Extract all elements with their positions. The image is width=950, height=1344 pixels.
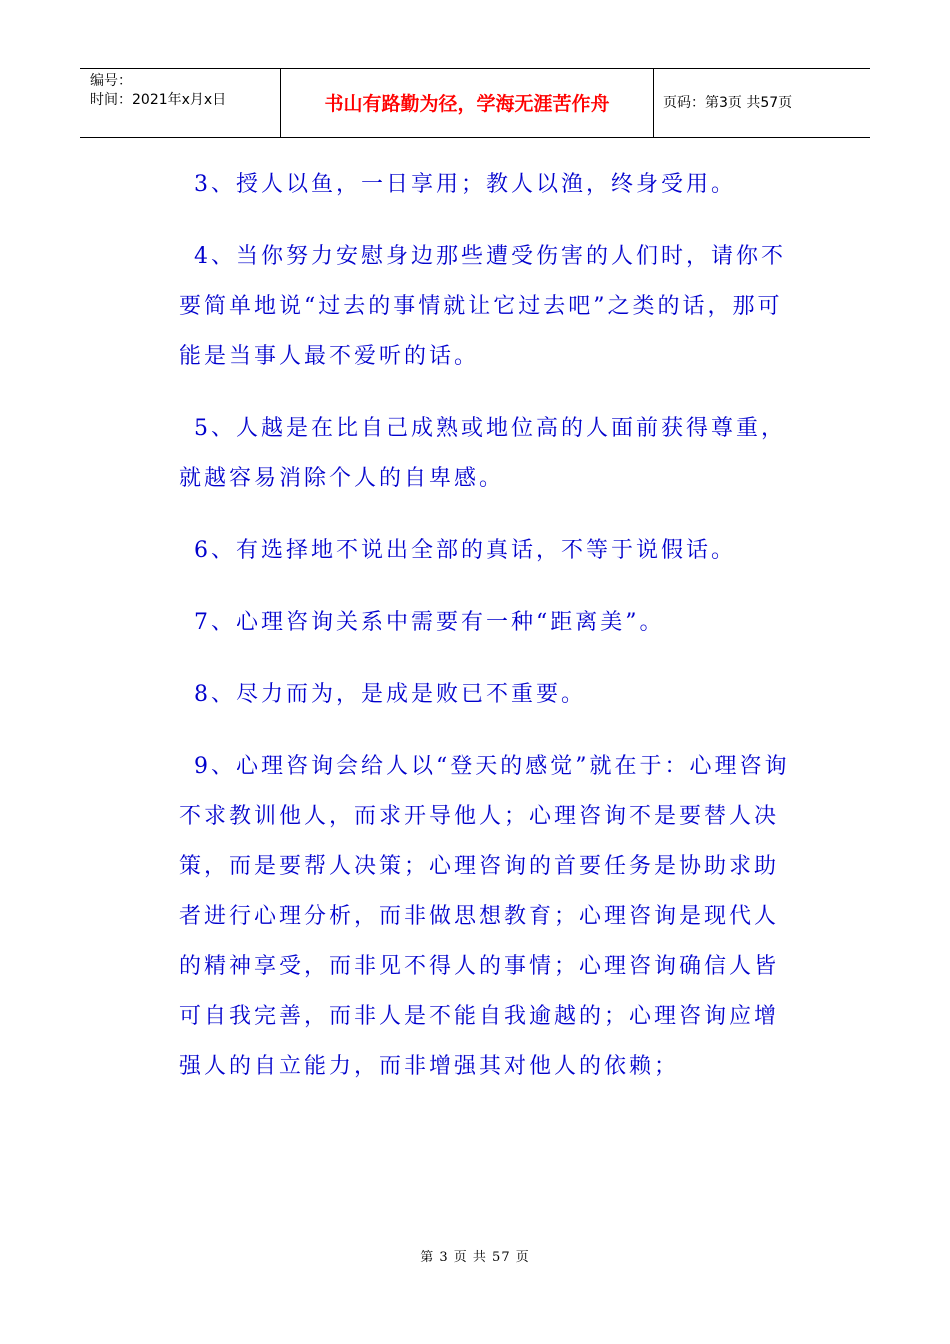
- paragraph-3: 3、授人以鱼，一日享用；教人以渔，终身受用。: [194, 172, 736, 197]
- paragraph-6: 6、有选择地不说出全部的真话，不等于说假话。: [194, 538, 736, 563]
- document-date: 时间：2021年x月x日: [90, 92, 227, 108]
- header-motto-cell: [280, 69, 654, 137]
- document-body: [179, 160, 799, 1114]
- paragraph-7: 7、心理咨询关系中需要有一种“距离美”。: [194, 610, 665, 635]
- paragraph-4: 4、当你努力安慰身边那些遭受伤害的人们时，请你不要简单地说“过去的事情就让它过去吧”之类的话，那可能是当事人最不爱听的话。: [179, 244, 786, 369]
- paragraph-5: 5、人越是在比自己成熟或地位高的人面前获得尊重，就越容易消除个人的自卑感。: [179, 416, 786, 491]
- paragraph-8: 8、尽力而为，是成是败已不重要。: [194, 682, 586, 707]
- document-id-label: 编号：: [90, 73, 132, 89]
- header-page-info: 页码：第3页 共57页: [663, 95, 793, 111]
- header-page-cell: [653, 69, 870, 137]
- page-header: [80, 68, 870, 138]
- header-motto: 书山有路勤为径，学海无涯苦作舟: [324, 93, 610, 115]
- page-footer: 第 3 页 共 57 页: [420, 1250, 530, 1265]
- header-meta-cell: [80, 69, 280, 137]
- paragraph-9: 9、心理咨询会给人以“登天的感觉”就在于：心理咨询不求教训他人，而求开导他人；心理咨询不是要替人决策，而是要帮人决策；心理咨询的首要任务是协助求助者进行心理分析，而非做思想教育；心理咨询是现代人的精神享受，而非见不得人的事情；心理咨询确信人皆可自我完善，而非人是不能自我逾越的；心理咨询应增强人的自立能力，而非增强其对他人的依赖；: [179, 754, 790, 1079]
